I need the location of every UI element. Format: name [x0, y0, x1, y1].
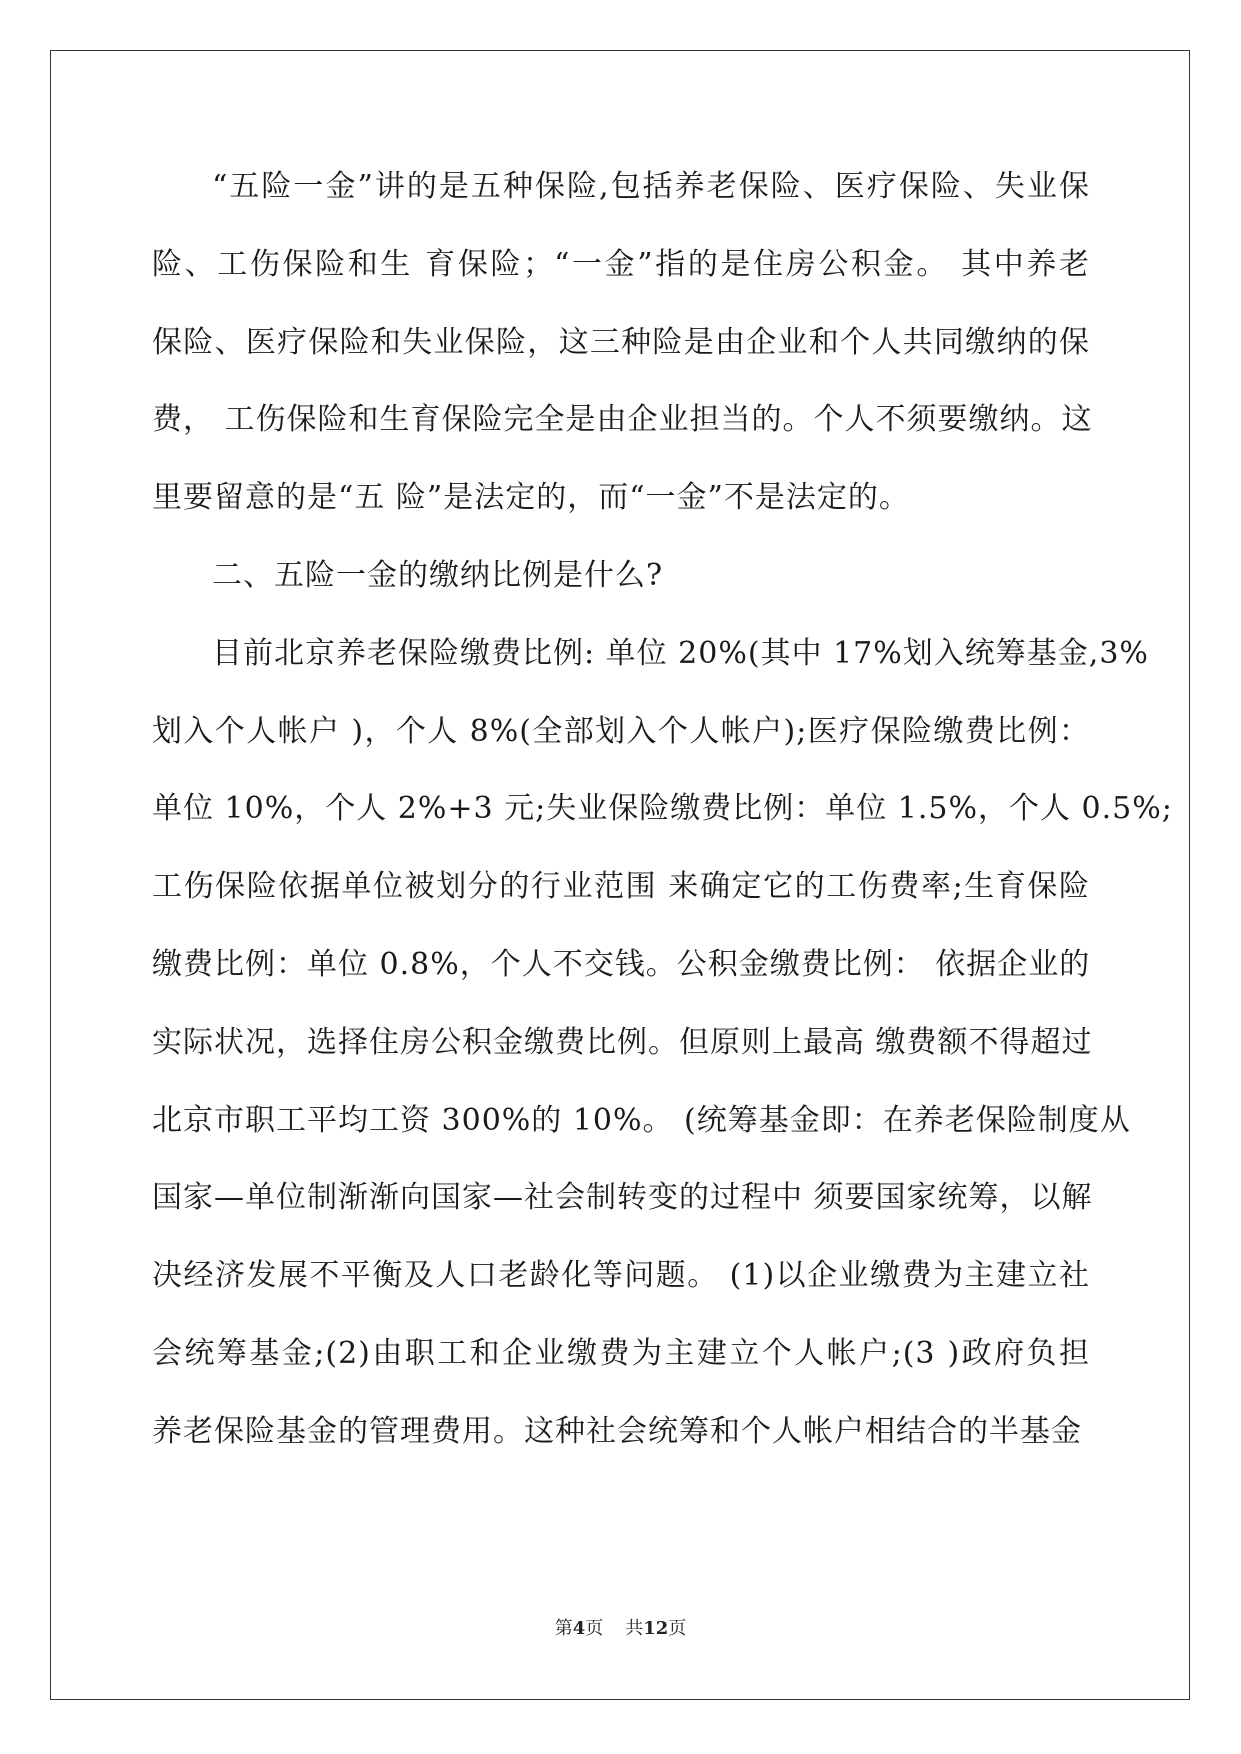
text-line: 险、工伤保险和生 育保险；“一金”指的是住房公积金。 其中养老	[152, 246, 1090, 282]
paragraph	[152, 615, 1173, 1471]
text-line: 单位 10%，个人 2%+3 元;失业保险缴费比例：单位 1.5%，个人 0.5%;	[152, 791, 1173, 827]
text-line: 里要留意的是“五 险”是法定的，而“一金”不是法定的。	[152, 480, 910, 516]
text-line: 二、五险一金的缴纳比例是什么?	[212, 557, 664, 593]
text-line: 会统筹基金;(2)由职工和企业缴费为主建立个人帐户;(3 )政府负担	[152, 1335, 1090, 1371]
text-line: 费， 工伤保险和生育保险完全是由企业担当的。个人不须要缴纳。这	[152, 402, 1093, 438]
text-line: 目前北京养老保险缴费比例: 单位 20%(其中 17%划入统筹基金,3%	[212, 635, 1149, 671]
footer-total-prefix: 共	[625, 1618, 644, 1639]
total-pages: 12	[643, 1618, 669, 1639]
text-line: 缴费比例：单位 0.8%，个人不交钱。公积金缴费比例： 依据企业的	[152, 946, 1091, 982]
paragraph	[152, 537, 1090, 615]
document-body	[152, 148, 1173, 1471]
footer-total-suffix: 页	[668, 1618, 687, 1639]
footer-prefix: 第	[554, 1618, 573, 1639]
paragraph	[152, 148, 1093, 537]
text-line: 划入个人帐户 )，个人 8%(全部划入个人帐户);医疗保险缴费比例：	[152, 713, 1090, 749]
text-line: 北京市职工平均工资 300%的 10%。 (统筹基金即：在养老保险制度从	[152, 1102, 1131, 1138]
text-line: 实际状况，选择住房公积金缴费比例。但原则上最高 缴费额不得超过	[152, 1024, 1093, 1060]
paragraphs-container	[152, 148, 1173, 1471]
text-line: “五险一金”讲的是五种保险,包括养老保险、医疗保险、失业保	[212, 169, 1090, 204]
text-line: 工伤保险依据单位被划分的行业范围 来确定它的工伤费率;生育保险	[152, 869, 1090, 905]
text-line: 保险、医疗保险和失业保险，这三种险是由企业和个人共同缴纳的保	[152, 324, 1090, 360]
page-number: 4	[572, 1618, 586, 1639]
text-line: 决经济发展不平衡及人口老龄化等问题。 (1)以企业缴费为主建立社	[152, 1258, 1090, 1294]
footer-page-suffix: 页	[585, 1618, 604, 1639]
page-footer	[0, 1614, 1241, 1640]
text-line: 养老保险基金的管理费用。这种社会统筹和个人帐户相结合的半基金	[152, 1413, 1082, 1449]
text-line: 国家—单位制渐渐向国家—社会制转变的过程中 须要国家统筹，以解	[152, 1180, 1093, 1216]
